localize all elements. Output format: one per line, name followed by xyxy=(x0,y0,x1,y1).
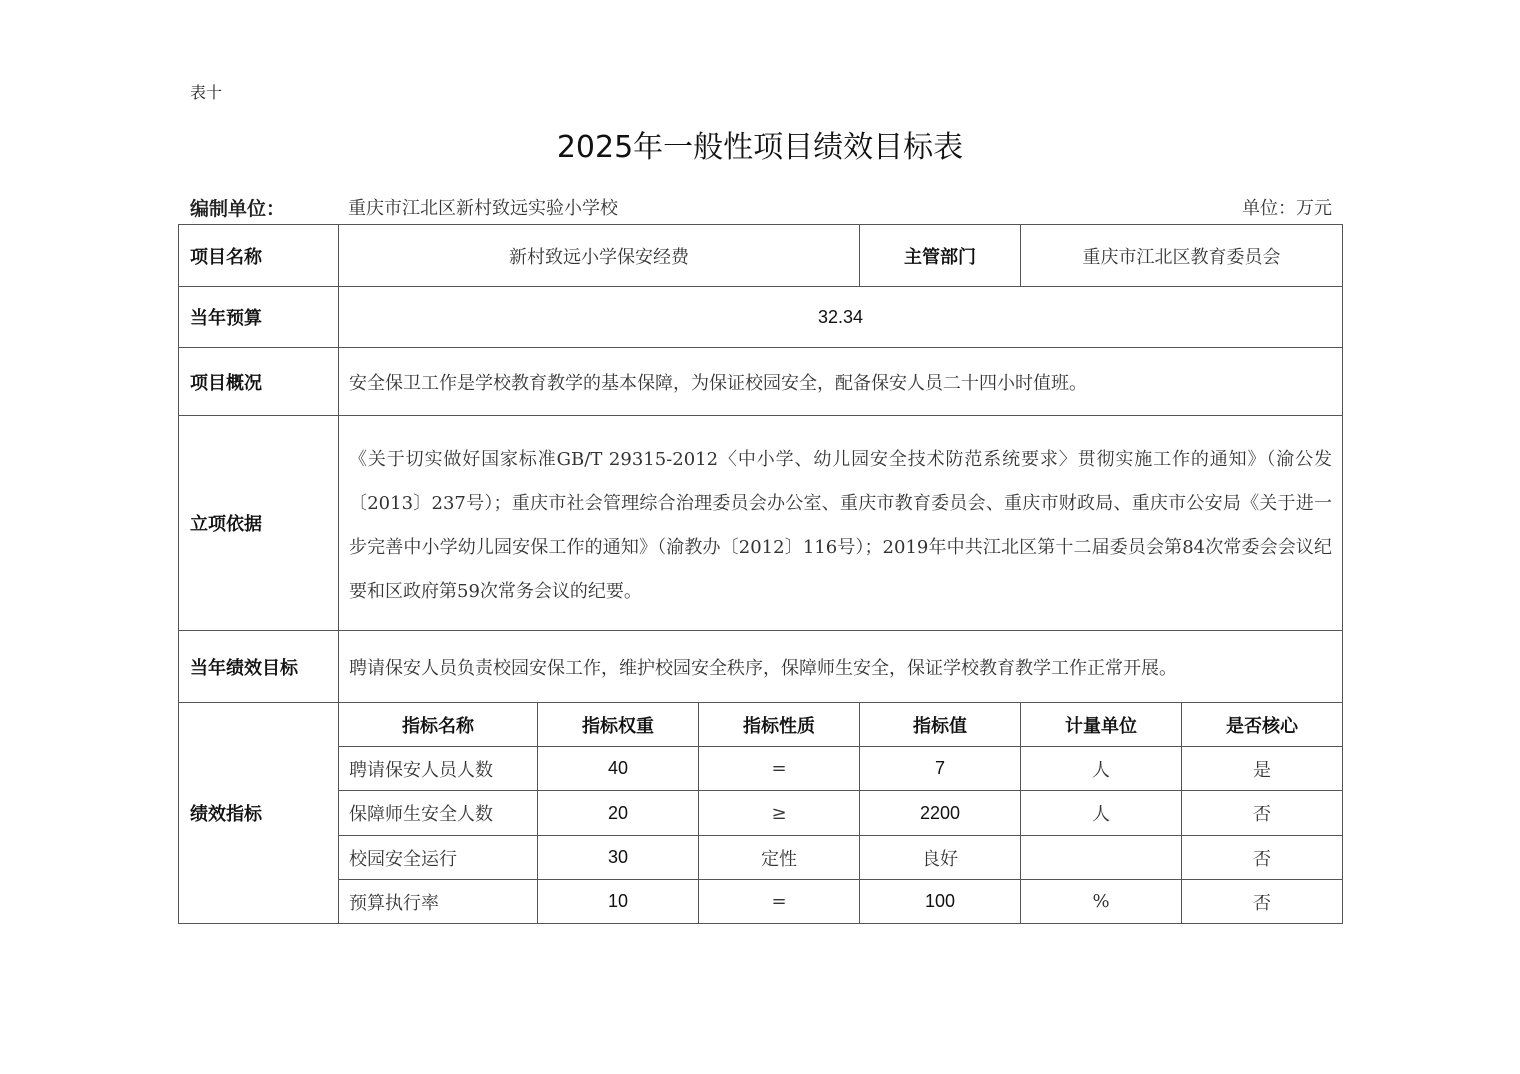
indicator-name: 保障师生安全人数 xyxy=(339,791,538,836)
basis-value: 《关于切实做好国家标准GB/T 29315-2012〈中小学、幼儿园安全技术防范系统要求〉贯彻实施工作的通知》（渝公发〔2013〕237号）；重庆市社会管理综合治理委员会办公室、重庆市教育委员会、重庆市财政局、重庆市公安局《关于进一步完善中小学幼儿园安保工作的通知》（渝教办〔2012〕116号）；2019年中共江北区第十二届委员会第84次常委会会议纪要和区政府第59次常务会议的纪要。 xyxy=(339,416,1343,631)
overview-label: 项目概况 xyxy=(179,348,339,416)
indicator-weight: 20 xyxy=(538,791,699,836)
indicator-name: 预算执行率 xyxy=(339,880,538,924)
document-title: 2025年一般性项目绩效目标表 xyxy=(556,130,964,165)
indicator-nature: = xyxy=(699,747,860,791)
indicator-value: 良好 xyxy=(860,836,1021,880)
indicators-label: 绩效指标 xyxy=(179,703,339,924)
row-overview xyxy=(179,348,1343,416)
indicator-nature: ≥ xyxy=(699,791,860,836)
header-indicator-name: 指标名称 xyxy=(339,703,538,747)
indicator-nature: = xyxy=(699,880,860,924)
indicator-core: 否 xyxy=(1182,791,1343,836)
dept-value: 重庆市江北区教育委员会 xyxy=(1021,225,1343,287)
row-basis xyxy=(179,416,1343,631)
overview-value: 安全保卫工作是学校教育教学的基本保障，为保证校园安全，配备保安人员二十四小时值班。 xyxy=(339,348,1343,416)
indicator-unit: 人 xyxy=(1021,747,1182,791)
indicator-core: 否 xyxy=(1182,836,1343,880)
row-project-name xyxy=(179,225,1343,287)
indicator-core: 否 xyxy=(1182,880,1343,924)
unit-label: 单位：万元 xyxy=(1242,198,1332,219)
table-row xyxy=(179,836,1343,880)
goal-label: 当年绩效目标 xyxy=(179,631,339,703)
table-row xyxy=(179,791,1343,836)
header-indicator-nature: 指标性质 xyxy=(699,703,860,747)
indicator-weight: 30 xyxy=(538,836,699,880)
budget-label: 当年预算 xyxy=(179,287,339,348)
header-indicator-weight: 指标权重 xyxy=(538,703,699,747)
goal-value: 聘请保安人员负责校园安保工作，维护校园安全秩序，保障师生安全，保证学校教育教学工作正常开展。 xyxy=(339,631,1343,703)
header-measure-unit: 计量单位 xyxy=(1021,703,1182,747)
row-goal xyxy=(179,631,1343,703)
indicator-unit: 人 xyxy=(1021,791,1182,836)
indicator-value: 7 xyxy=(860,747,1021,791)
org-key: 编制单位： xyxy=(190,198,286,220)
indicator-name: 聘请保安人员人数 xyxy=(339,747,538,791)
row-budget xyxy=(179,287,1343,348)
indicator-name: 校园安全运行 xyxy=(339,836,538,880)
table-row xyxy=(179,747,1343,791)
performance-table xyxy=(178,224,1343,924)
project-name-label: 项目名称 xyxy=(179,225,339,287)
dept-label: 主管部门 xyxy=(860,225,1021,287)
header-indicator-value: 指标值 xyxy=(860,703,1021,747)
indicator-weight: 10 xyxy=(538,880,699,924)
indicator-nature: 定性 xyxy=(699,836,860,880)
indicator-header-row xyxy=(179,703,1343,747)
org-value: 重庆市江北区新村致远实验小学校 xyxy=(348,198,618,219)
indicator-value: 2200 xyxy=(860,791,1021,836)
indicator-unit: % xyxy=(1021,880,1182,924)
indicator-weight: 40 xyxy=(538,747,699,791)
budget-value: 32.34 xyxy=(339,287,1343,348)
table-row xyxy=(179,880,1343,924)
header-is-core: 是否核心 xyxy=(1182,703,1343,747)
org-line xyxy=(190,194,1332,220)
indicator-core: 是 xyxy=(1182,747,1343,791)
document-label: 表十 xyxy=(190,83,223,102)
indicator-unit xyxy=(1021,836,1182,880)
basis-label: 立项依据 xyxy=(179,416,339,631)
indicator-value: 100 xyxy=(860,880,1021,924)
project-name-value: 新村致远小学保安经费 xyxy=(339,225,860,287)
